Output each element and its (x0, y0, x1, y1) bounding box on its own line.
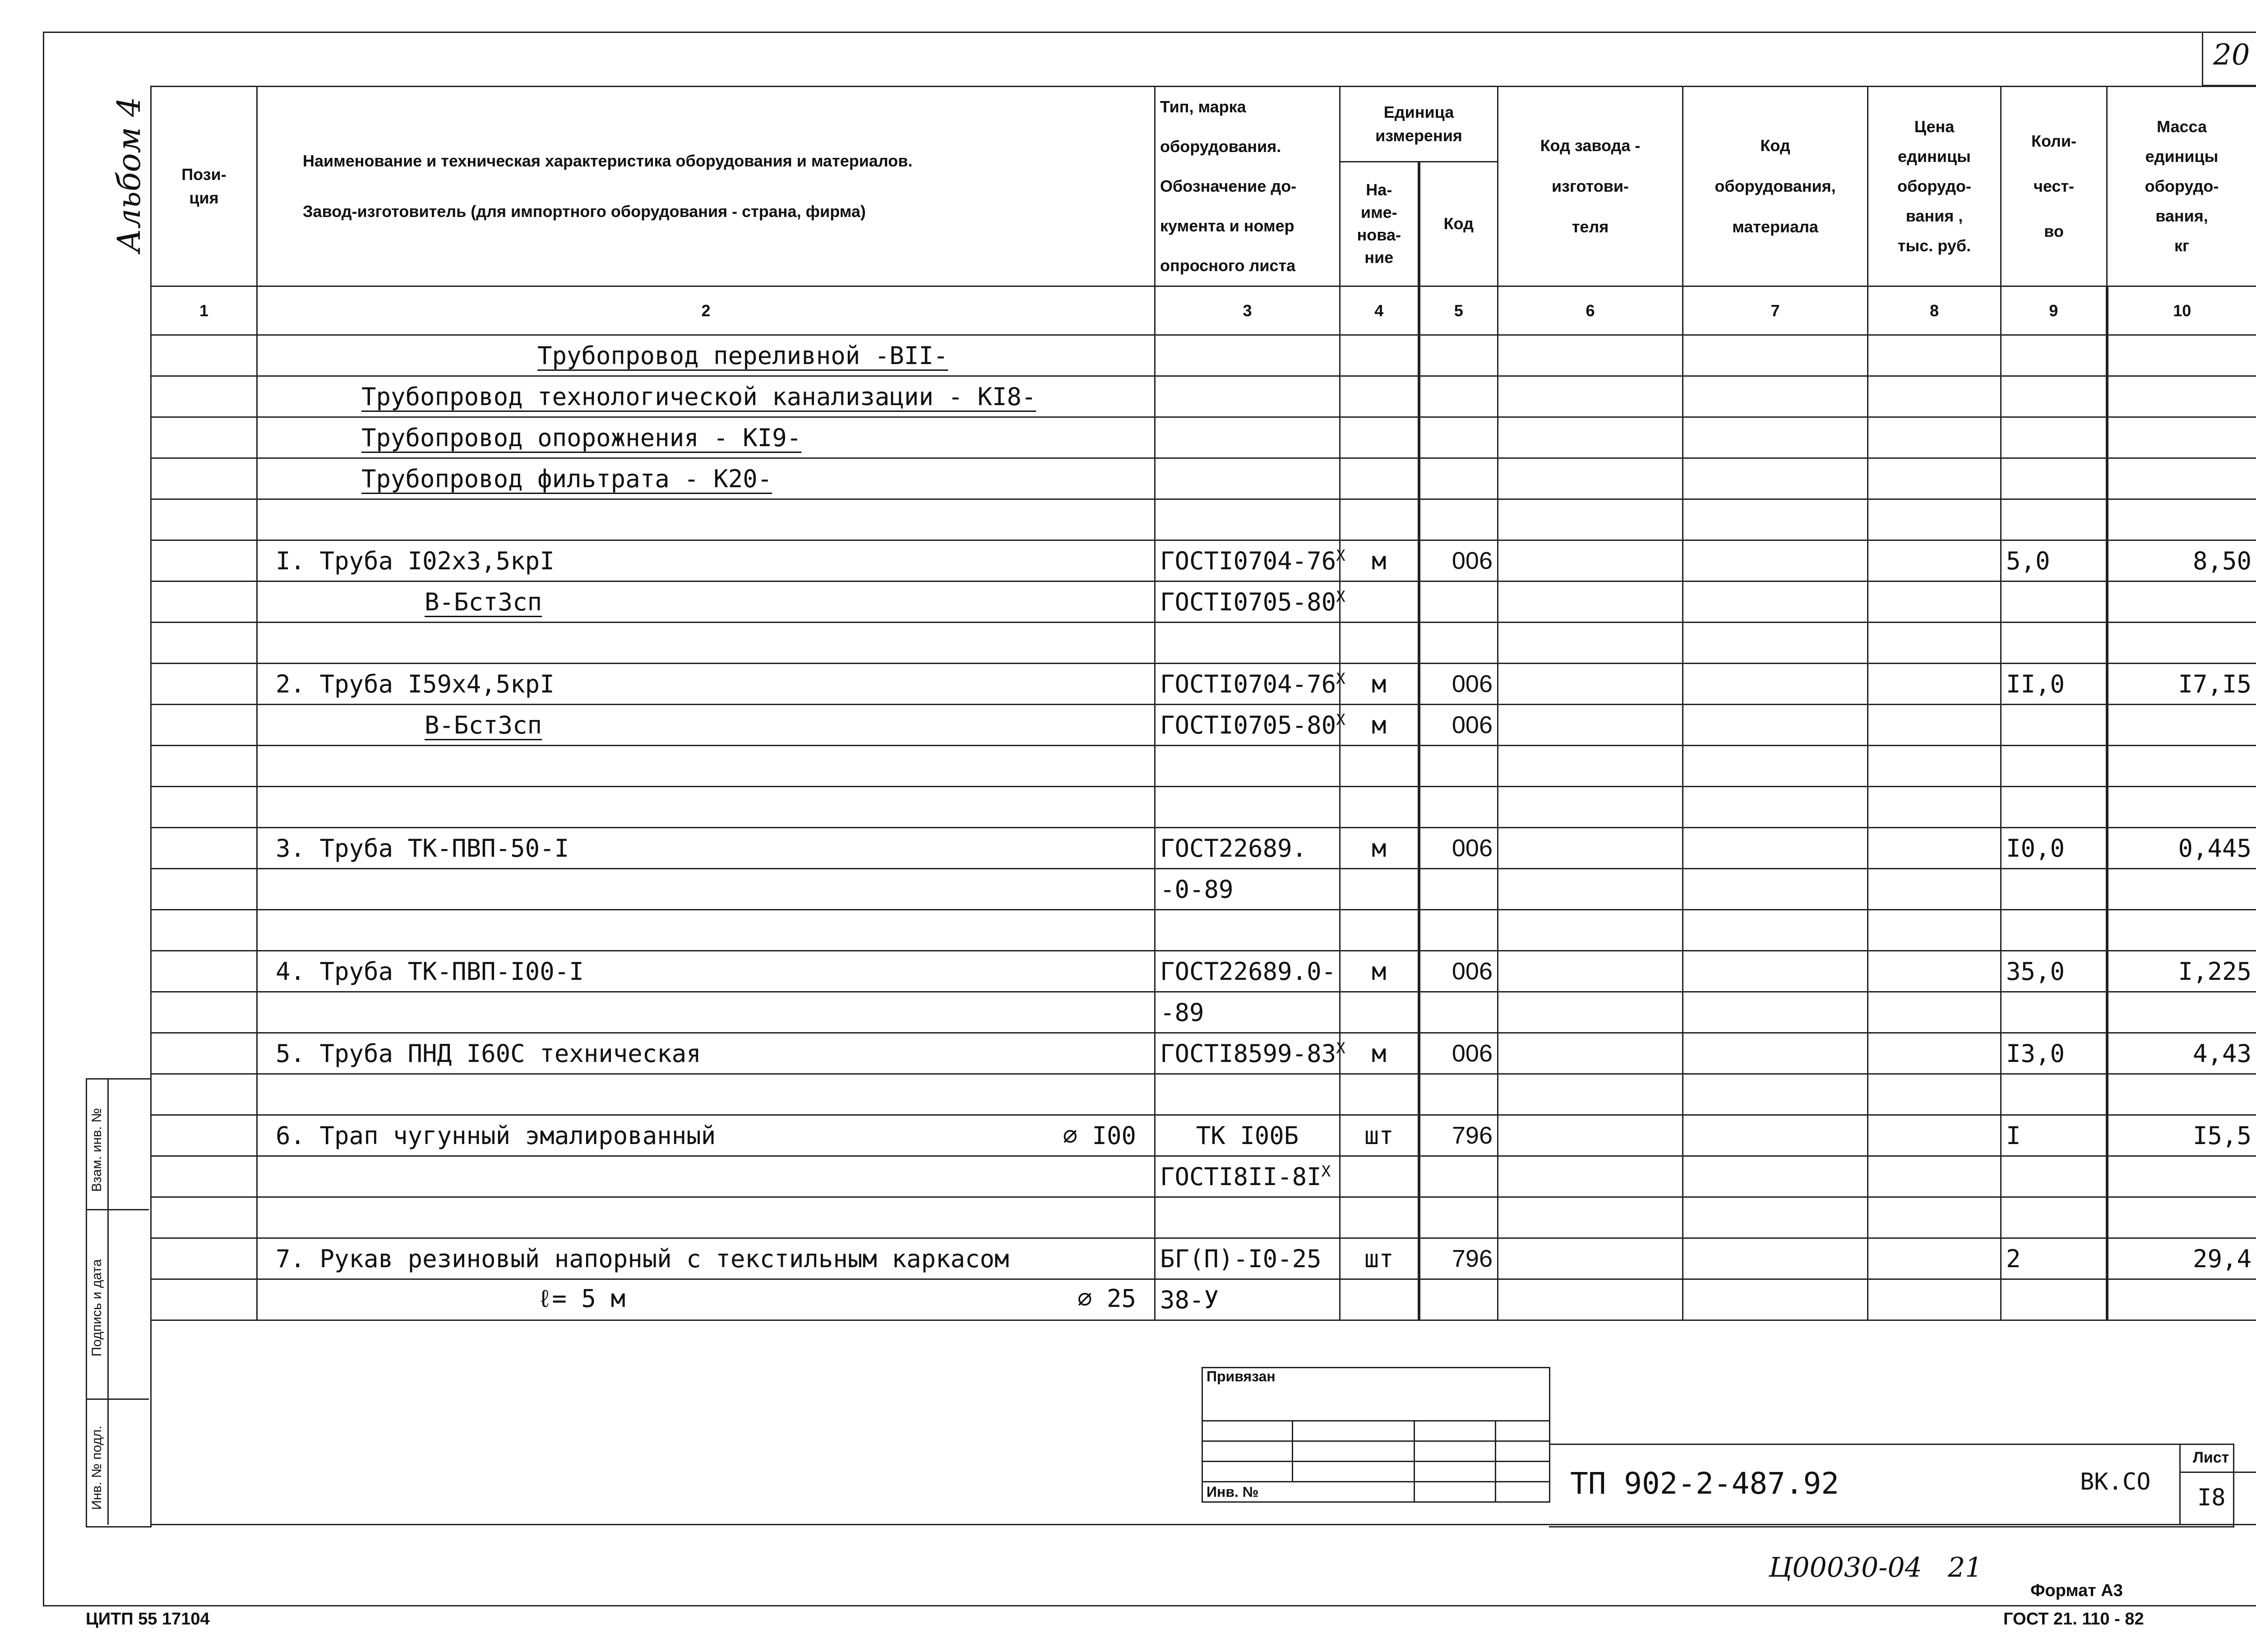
header-position: Пози- ция (151, 87, 257, 286)
item2-name: 2. Труба I59x4,5крI (276, 669, 555, 698)
item1-mass: 8,50 (2107, 540, 2256, 581)
specification-table (150, 86, 2256, 1321)
item7-doc1: БГ(П)-I0-25 (1155, 1238, 1340, 1279)
item6-mass: I5,5 (2107, 1115, 2256, 1156)
item3-unit: м (1340, 828, 1419, 869)
item5-doc: ГОСТI8599-83 (1160, 1039, 1336, 1068)
section-overflow: Трубопровод переливной -ВII- (537, 341, 948, 370)
side-label-inv: Инв. № подл. (89, 1426, 104, 1510)
item4-doc1: ГОСТ22689.0- (1155, 951, 1340, 992)
col-num-3: 3 (1155, 286, 1340, 335)
doc-code: ТП 902-2-487.92 (1570, 1466, 1840, 1501)
header-factory-code: Код завода - изготови- теля (1498, 87, 1683, 286)
item3-code: 006 (1419, 828, 1498, 869)
header-type: Тип, марка оборудования. Обозначение до- кумента и номер опросного листа (1155, 87, 1340, 286)
format-label: Формат А3 (2030, 1581, 2123, 1600)
item7-name: 7. Рукав резиновый напорный с текстильным каркасом (276, 1244, 1009, 1273)
item2-doc1-sup: X (1336, 669, 1345, 688)
page-number: 20 (2213, 38, 2250, 72)
item1-name: I. Труба I02x3,5крI (276, 546, 555, 575)
item1-doc2: ГОСТI0705-80 (1160, 587, 1336, 616)
sheet-label: Лист (2193, 1449, 2229, 1466)
item5-name: 5. Труба ПНД I60С техническая (276, 1039, 701, 1068)
col-num-2: 2 (257, 286, 1155, 335)
header-name (257, 87, 1155, 286)
item5-doc-sup: X (1336, 1039, 1345, 1057)
item6-doc2: ГОСТI8II-8I (1160, 1162, 1322, 1191)
doc-mark: ВК.СО (2080, 1468, 2151, 1495)
header-unit: Единица измерения (1340, 87, 1498, 162)
sheet-number: I8 (2197, 1484, 2226, 1511)
item1-unit: м (1340, 540, 1419, 581)
header-unit-name: На- име- нова- ние (1340, 162, 1419, 286)
item6-qty: I (2001, 1115, 2107, 1156)
stamp-privyazan: Привязан (1202, 1368, 1550, 1421)
item5-mass: 4,43 (2107, 1033, 2256, 1074)
item2-code1: 006 (1419, 664, 1498, 705)
item6-doc1: ТК I00Б (1155, 1115, 1340, 1156)
item6-name: 6. Трап чугунный эмалированный (276, 1121, 716, 1150)
side-strip-divider-1 (86, 1209, 149, 1210)
item5-code: 006 (1419, 1033, 1498, 1074)
item7-doc2: 38-У (1155, 1279, 1340, 1320)
col-num-1: 1 (151, 286, 257, 335)
col-num-10: 10 (2107, 286, 2256, 335)
citp-label: ЦИТП 55 17104 (86, 1610, 210, 1629)
header-name-line1: Наименование и техническая характеристика оборудования и материалов. (303, 152, 913, 170)
item4-qty: 35,0 (2001, 951, 2107, 992)
header-quantity: Коли- чест- во (2001, 87, 2107, 286)
item2-code2: 006 (1419, 705, 1498, 746)
item2-mass: I7,I5 (2107, 664, 2256, 705)
item1-qty: 5,0 (2001, 540, 2107, 581)
item2-doc2: ГОСТI0705-80 (1160, 711, 1336, 739)
item4-code: 006 (1419, 951, 1498, 992)
archive-number: Ц00030-04 21 (1769, 1552, 1983, 1583)
item7-qty: 2 (2001, 1238, 2107, 1279)
stamp-inv-no: Инв. № (1202, 1482, 1415, 1502)
item6-doc2-sup: X (1321, 1162, 1331, 1181)
item2-doc2-sup: X (1336, 711, 1345, 729)
item2-material: В-БстЗсп (425, 711, 542, 739)
item5-unit: м (1340, 1033, 1419, 1074)
item5-qty: I3,0 (2001, 1033, 2107, 1074)
col-num-4: 4 (1340, 286, 1419, 335)
stamp-table (1202, 1367, 1550, 1503)
item1-doc1-sup: X (1336, 546, 1345, 565)
item6-unit: шт (1340, 1115, 1419, 1156)
item3-qty: I0,0 (2001, 828, 2107, 869)
item1-material: В-БстЗсп (425, 587, 542, 616)
item2-doc1: ГОСТI0704-76 (1160, 669, 1336, 698)
item2-unit2: м (1340, 705, 1419, 746)
side-label-vzam: Взам. инв. № (89, 1108, 104, 1192)
col-num-8: 8 (1868, 286, 2001, 335)
header-equipment-code: Код оборудования, материала (1683, 87, 1868, 286)
item4-unit: м (1340, 951, 1419, 992)
col-num-5: 5 (1419, 286, 1498, 335)
side-strip-divider-2 (86, 1398, 149, 1400)
item1-code: 006 (1419, 540, 1498, 581)
item2-qty: II,0 (2001, 664, 2107, 705)
col-num-6: 6 (1498, 286, 1683, 335)
item4-doc2: -89 (1155, 992, 1340, 1033)
header-mass: Масса единицы оборудо- вания, кг (2107, 87, 2256, 286)
item7-length: ℓ= 5 м (537, 1284, 625, 1313)
item3-mass: 0,445 (2107, 828, 2256, 869)
item3-name: 3. Труба ТК-ПВП-50-I (276, 834, 569, 863)
item3-doc2: -0-89 (1155, 869, 1340, 910)
item7-unit: шт (1340, 1238, 1419, 1279)
item1-doc1: ГОСТI0704-76 (1160, 546, 1336, 575)
col-num-7: 7 (1683, 286, 1868, 335)
item1-doc2-sup: X (1336, 587, 1345, 606)
header-unit-code: Код (1419, 162, 1498, 286)
side-label-podpis: Подпись и дата (89, 1259, 104, 1357)
item4-name: 4. Труба ТК-ПВП-I00-I (276, 957, 584, 986)
item6-code: 796 (1419, 1115, 1498, 1156)
item6-diameter: ∅ I00 (1063, 1121, 1136, 1150)
header-price: Цена единицы оборудо- вания , тыс. руб. (1868, 87, 2001, 286)
item2-unit1: м (1340, 664, 1419, 705)
col-num-9: 9 (2001, 286, 2107, 335)
sheet-box-divider (2179, 1472, 2256, 1473)
item7-code: 796 (1419, 1238, 1498, 1279)
gost-label: ГОСТ 21. 110 - 82 (2003, 1610, 2144, 1629)
section-filtrate: Трубопровод фильтрата - К20- (361, 464, 772, 493)
section-tech-sewer: Трубопровод технологической канализации - КI8- (361, 382, 1036, 411)
item4-mass: I,225 (2107, 951, 2256, 992)
side-strip-vline (107, 1078, 109, 1525)
item7-mass: 29,4 (2107, 1238, 2256, 1279)
item7-diameter: ∅ 25 (1077, 1284, 1136, 1313)
header-name-line2: Завод-изготовитель (для импортного оборудования - страна, фирма) (303, 202, 866, 221)
item3-doc1: ГОСТ22689. (1155, 828, 1340, 869)
section-drain: Трубопровод опорожнения - КI9- (361, 423, 802, 452)
album-label: Альбом 4 (111, 97, 148, 253)
